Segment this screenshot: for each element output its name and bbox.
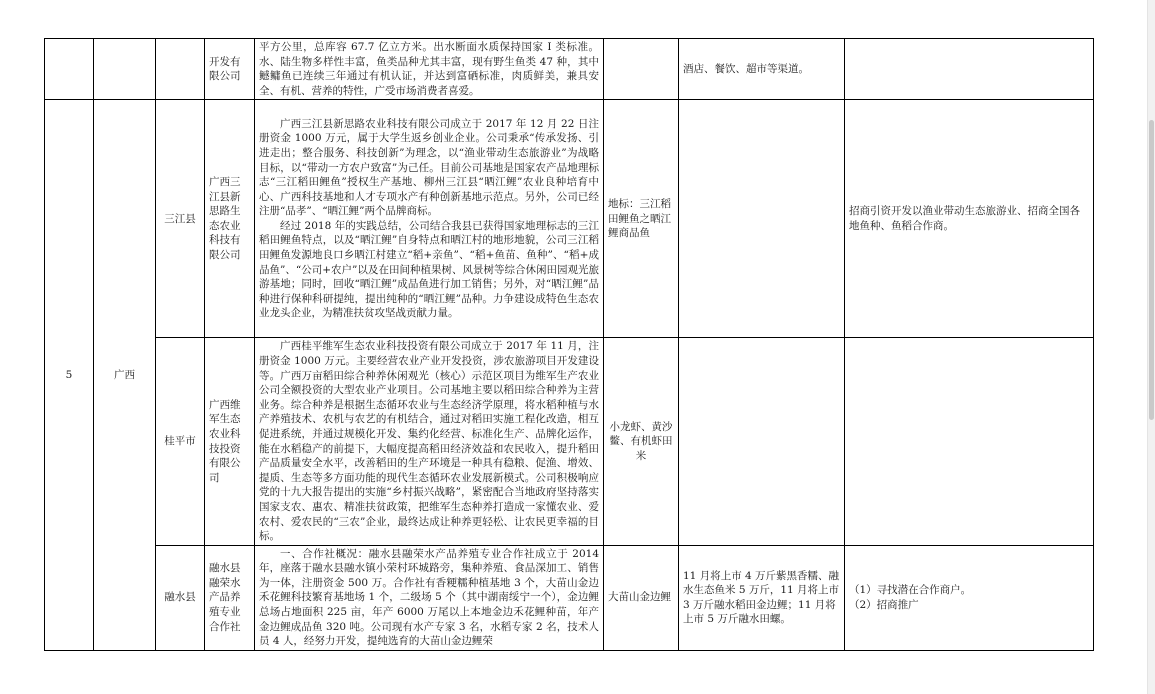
intro-paragraph: 广西三江县新思路农业科技有限公司成立于 2017 年 12 月 22 日注册资金 1000 万元，属于大学生返乡创业企业。公司秉承“传承发扬、引进走出；整合服务、科技创新”为理念，以“渔业带动生态旅游业”为战略目标，以“带动一方农户致富”为己任。目前公司基地是国家农产品地理标志“三江稻田鲤鱼”授权生产基地、柳州三江县“晒江鲤”农业良种培育中心、广西科技基地和人才专项水产有种创新基地示范点。另外，公司已经注册“品孝”、“晒江鲤”两个品牌商标。: [259, 117, 599, 218]
cell-no: [45, 100, 94, 650]
needs-item: （2）招商推广: [849, 598, 919, 611]
enterprise-table: [44, 38, 1094, 651]
table-row-rongshui: [45, 545, 1094, 650]
table-row-guiping: [45, 338, 1094, 545]
cell-company: [205, 39, 255, 100]
cell-no: [45, 39, 94, 100]
product-text: 大苗山金边鲤: [608, 591, 671, 604]
product-text: 地标：三江稻田鲤鱼之晒江鲤商品鱼: [608, 197, 671, 240]
cell-company: [205, 545, 255, 650]
intro-paragraph: 平方公里，总库容 67.7 亿立方米。出水断面水质保持国家 I 类标准。水、陆生物多样性丰富，鱼类品种尤其丰富，现有野生鱼类 47 种，其中鳡鳙鱼已连续三年通过有机认证，并达到富硒标准，肉质鲜美，兼具安全、有机、营养的特性，广受市场消费者喜爱。: [259, 41, 599, 97]
intro-paragraph: 广西桂平维军生态农业科技投资有限公司成立于 2017 年 11 月，注册资金 1000 万元。主要经营农业产业开发投资，涉农旅游项目开发建设等。广西万亩稻田综合种养休闲观光（核心）示范区项目为维军生产农业公司全额投资的大型农业产业项目。公司基地主要以稻田综合种养为主营业务。综合种养是根据生态循环农业与生态经济学原理，将水稻种植与水产养殖技术、农机与农艺的有机结合，通过对稻田实施工程化改造，相互促进系统，并通过规模化开发、集约化经营、标准化生产、品牌化运作，能在水稻稳产的前提下，大幅度提高稻田经济效益和农民收入，提升稻田产品质量安全水平，改善稻田的生产环境是一种具有稳粮、促渔、增效、提质、生态等多方面功能的现代生态循环农业发展新模式。公司积极响应党的十九大报告提出的实施“乡村振兴战略”，紧密配合当地政府坚持落实国家支农、惠农、精准扶贫政策，把维军生态种养打造成一家懂农业、爱农村、爱农民的“三农”企业，最终达成让种养更轻松、让农民更幸福的目标。: [259, 340, 599, 543]
cell-market: [679, 545, 845, 650]
cell-province: [94, 39, 156, 100]
cell-company: [205, 100, 255, 338]
market-text: 酒店、餐饮、超市等渠道。: [683, 62, 809, 75]
cell-product: [604, 39, 679, 100]
company-name: 开发有限公司: [209, 55, 241, 83]
cell-intro: [255, 39, 604, 100]
cell-needs: [845, 100, 1094, 338]
cell-county: [156, 100, 205, 338]
cell-product: [604, 545, 679, 650]
cell-product: [604, 100, 679, 338]
table-row-sanjiang: [45, 100, 1094, 338]
province-name: 广西: [114, 368, 135, 381]
needs-item: （1）寻找潜在合作商户。: [849, 584, 972, 597]
needs-text: 招商引资开发以渔业带动生态旅游业、招商全国各地鱼种、鱼稻合作商。: [849, 205, 1080, 232]
cell-intro: [255, 545, 604, 650]
cell-needs: [845, 338, 1094, 545]
intro-paragraph: 经过 2018 年的实践总结，公司结合我县已获得国家地理标志的三江稻田鲤鱼特点，以及“晒江鲤”自身特点和晒江村的地形地貌，公司三江稻田鲤鱼发源地良口乡晒江村建立“稻+亲鱼”、“稻+鱼苗、鱼种”、“稻+成品鱼”、“公司+农户”以及在田间种植果树、风景树等综合休闲田园观光旅游基地；同时，回收“晒江鲤”成品鱼进行加工销售；另外，对“晒江鲤”品种进行保种科研提纯，提出纯种的“晒江鲤”品种。力争建设成特色生态农业龙头企业，为精准扶贫攻坚战贡献力量。: [259, 219, 599, 320]
company-name: 广西三江县新思路生态农业科技有限公司: [209, 176, 241, 262]
market-text: 11 月将上市 4 万斤紫黑香糯、融水生态鱼米 5 万斤，11 月将上市 3 万斤融水稻田金边鲤；11 月将上市 5 万斤融水田螺。: [683, 569, 840, 626]
company-name: 广西维军生态农业科技投资有限公司: [209, 398, 241, 484]
cell-county: [156, 545, 205, 650]
county-name: 融水县: [164, 591, 196, 604]
cell-intro: [255, 338, 604, 545]
cell-needs: [845, 545, 1094, 650]
cell-needs: [845, 39, 1094, 100]
cell-company: [205, 338, 255, 545]
cell-market: [679, 338, 845, 545]
county-name: 桂平市: [164, 435, 196, 448]
scrollbar-thumb[interactable]: [1149, 120, 1154, 420]
cell-county: [156, 39, 205, 100]
cell-county: [156, 338, 205, 545]
county-name: 三江县: [164, 212, 196, 225]
cell-product: [604, 338, 679, 545]
intro-paragraph: 一、合作社概况：融水县融荣水产品养殖专业合作社成立于 2014 年，座落于融水县融水镇小荣村环城路旁，集种养殖、食品深加工、销售为一体，注册资金 500 万。合作社有香粳糯种植基地 3 个，大苗山金边禾花鲤科技繁育基地场 1 个，二级场 5 个（其中湖南绥宁一个），金边鲤总场占地面积 225 亩，年产 6000 万尾以上本地金边禾花鲤种苗，年产金边鲤成品鱼 320 吨。公司现有水产专家 3 名，水稻专家 2 名，技术人员 4 人，经努力开发，提纯选育的大苗山金边鲤荣: [259, 547, 599, 648]
row-number: 5: [65, 368, 73, 381]
company-name: 融水县融荣水产品养殖专业合作社: [209, 562, 241, 633]
cell-province: [94, 100, 156, 650]
table-row-top: [45, 39, 1094, 100]
cell-intro: [255, 100, 604, 338]
cell-market: [679, 39, 845, 100]
vertical-scrollbar[interactable]: [1147, 0, 1155, 694]
product-text: 小龙虾、黄沙鳖、有机虾田米: [609, 420, 673, 462]
cell-market: [679, 100, 845, 338]
